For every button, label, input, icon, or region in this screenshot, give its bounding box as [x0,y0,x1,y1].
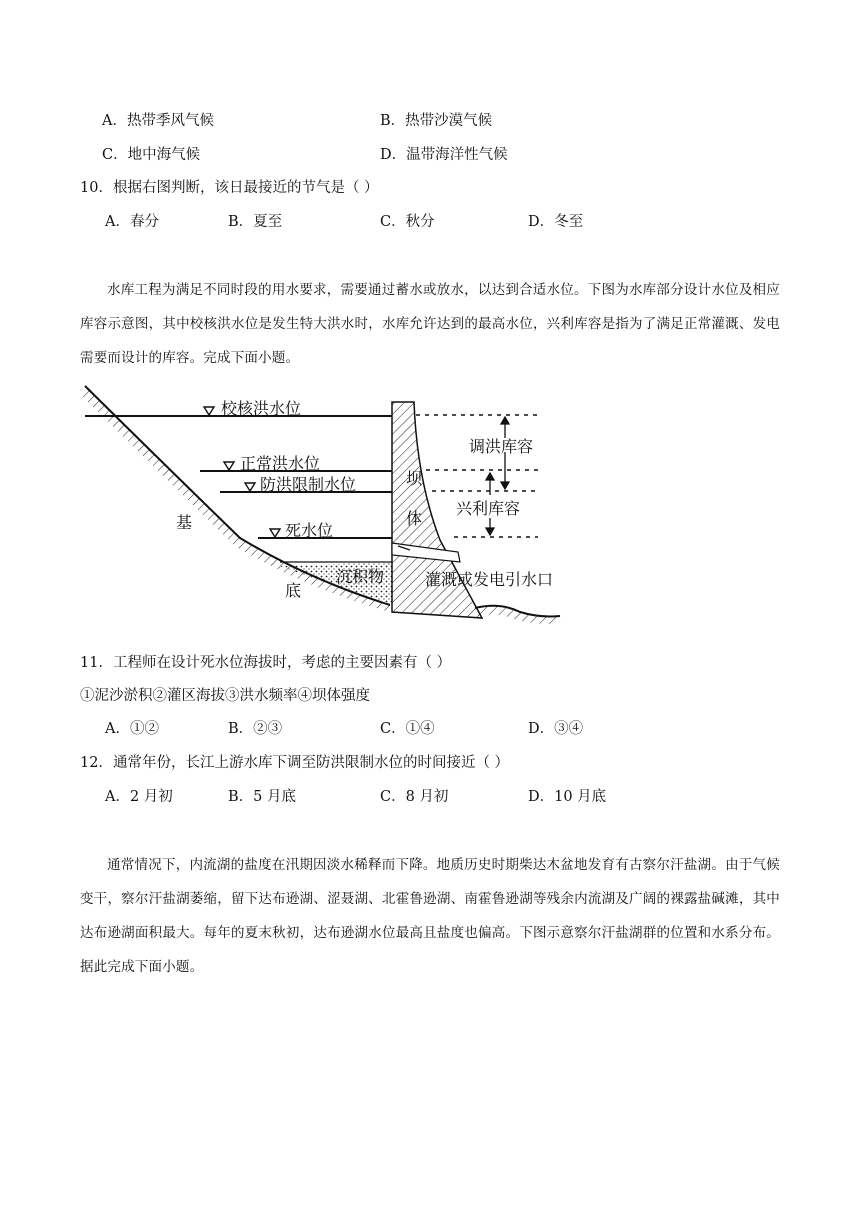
label-flood-limit: 防洪限制水位 [260,475,357,494]
q12-option-c: C．8 月初 [380,789,449,805]
q10-option-d: D．冬至 [528,214,584,230]
label-useful-storage: 兴利库容 [456,499,521,518]
q11-option-c: C．①④ [380,721,435,737]
dead-level-marker-icon [270,529,280,537]
label-base-2: 底 [285,581,302,600]
label-dead-level: 死水位 [285,521,334,540]
passage-reservoir-text: 水库工程为满足不同时段的用水要求，需要通过蓄水或放水，以达到合适水位。下图为水库部分设计水位及相应库容示意图，其中校核洪水位是发生特大洪水时，水库允许达到的最高水位，兴利库容是指为了满足正常灌溉、发电需要而设计的库容。完成下面小题。 [80,282,780,366]
q10-option-a: A．春分 [105,214,159,230]
q12-option-d: D．10 月底 [528,789,607,805]
passage-salt-lake [80,848,780,984]
q9-option-a: A．热带季风气候 [102,113,214,129]
q11-option-b: B．②③ [228,721,283,737]
q11-stem: 11．工程师在设计死水位海拔时，考虑的主要因素有（ ） [80,655,452,671]
passage-salt-lake-text: 通常情况下，内流湖的盐度在汛期因淡水稀释而下降。地质历史时期柴达木盆地发育有古察尔汗盐湖。由于气候变干，察尔汗盐湖萎缩，留下达布逊湖、涩聂湖、北霍鲁逊湖、南霍鲁逊湖等残余内流湖及广阔的裸露盐碱滩，其中达布逊湖面积最大。每年的夏末秋初，达布逊湖水位最高且盐度也偏高。下图示意察尔汗盐湖群的位置和水系分布。据此完成下面小题。 [80,857,780,975]
label-dam-1: 坝 [406,469,423,488]
label-flood-storage: 调洪库容 [469,437,534,456]
flood-limit-marker-icon [245,483,255,491]
label-check-flood: 校核洪水位 [221,399,302,418]
check-flood-marker-icon [204,407,214,415]
label-dam-2: 体 [406,509,423,528]
downstream-ground-hatch [475,606,560,624]
q12-stem: 12．通常年份，长江上游水库下调至防洪限制水位的时间接近（ ） [80,755,510,771]
q9-option-d: D．温带海洋性气候 [380,147,508,163]
label-base-1: 基 [176,513,193,532]
q9-option-b: B．热带沙漠气候 [380,113,493,129]
label-normal-flood: 正常洪水位 [240,454,321,473]
reservoir-diagram [80,380,570,635]
label-intake: 灌溉或发电引水口 [425,570,554,589]
q12-option-a: A．2 月初 [105,789,173,805]
label-sediment: 沉积物 [336,567,385,586]
passage-reservoir [80,273,780,375]
q11-option-d: D．③④ [528,721,584,737]
q9-option-c: C．地中海气候 [102,147,201,163]
q10-option-b: B．夏至 [228,214,283,230]
q10-option-c: C．秋分 [380,214,435,230]
q10-stem: 10．根据右图判断，该日最接近的节气是（ ） [80,180,379,196]
normal-flood-marker-icon [224,462,234,470]
q11-factors: ①泥沙淤积②灌区海拔③洪水频率④坝体强度 [80,688,370,704]
q11-option-a: A．①② [105,721,159,737]
q12-option-b: B．5 月底 [228,789,296,805]
